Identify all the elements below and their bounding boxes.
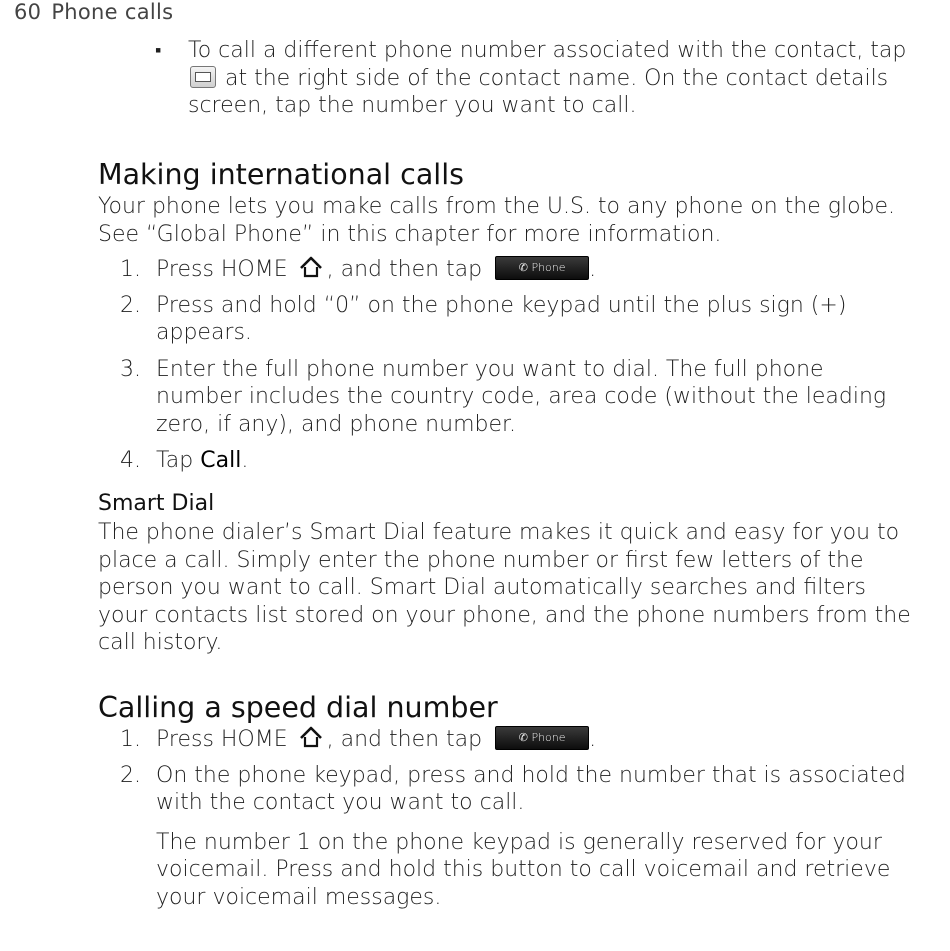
step-text: . [589,727,597,752]
page-number: 60 [14,0,42,24]
call-label: Call [200,448,242,473]
phone-button[interactable] [495,726,589,750]
bullet-item [155,37,915,120]
bullet-symbol: ▪ [155,40,162,61]
international-steps [120,256,910,475]
bullet-text-end: at the right side of the contact name. On the contact details screen, tap the number you want to call. [188,65,889,118]
step-text: Press and hold “0” on the phone keypad until the plus sign (+) appears. [156,292,847,345]
step-4 [120,447,910,475]
page-header [14,0,173,24]
contact-card-icon [190,66,216,88]
step-text: Tap [156,448,201,473]
step-text: , and then tap [326,257,483,282]
phone-button[interactable] [495,256,589,280]
step-number: 3. [120,356,141,382]
heading-speed-dial: Calling a speed dial number [98,691,498,724]
step-2 [120,762,910,912]
step-1 [120,256,910,284]
smart-dial-text: The phone dialer’s Smart Dial feature makes it quick and easy for you to place a call. Simply enter the phone number or first few letters of the person you want to call. Smart Dial automatically searches and filters your contacts list stored on your phone, and the phone numbers from the call history. [98,520,911,655]
step-text: Press HOME [156,257,288,282]
bullet-text-start: To call a different phone number associated with the contact, tap [188,38,907,63]
step-number: 2. [120,762,141,788]
phone-button-label: Phone [531,731,566,744]
phone-button-label: Phone [531,261,566,274]
speed-dial-steps [120,726,910,911]
step-text: Enter the full phone number you want to dial. The full phone number includes the country code, area code (without the leading zero, if any), and phone number. [156,356,887,437]
step-2 [120,292,910,347]
section-title: Phone calls [51,0,174,24]
phone-icon: ✆ [518,261,528,274]
step-number: 1. [120,257,141,282]
step-1 [120,726,910,754]
step-number: 1. [120,727,141,752]
step-text: , and then tap [326,727,483,752]
home-icon [297,725,325,749]
international-intro: Your phone lets you make calls from the U.S. to any phone on the globe. See “Global Phone” in this chapter for more information. [98,194,896,247]
step-3 [120,356,910,439]
step-text: Press HOME [156,727,288,752]
step-number: 4. [120,448,141,473]
step-note: The number 1 on the phone keypad is generally reserved for your voicemail. Press and hold this button to call voicemail and retrieve your voicemail messages. [156,829,891,910]
step-text: . [589,257,597,282]
heading-smart-dial: Smart Dial [98,491,215,516]
phone-icon: ✆ [518,731,528,744]
step-text: On the phone keypad, press and hold the number that is associated with the contact you want to call. [156,762,906,815]
step-number: 2. [120,292,141,318]
step-text: . [241,448,249,473]
heading-international-calls: Making international calls [98,158,464,191]
home-icon [297,255,325,279]
